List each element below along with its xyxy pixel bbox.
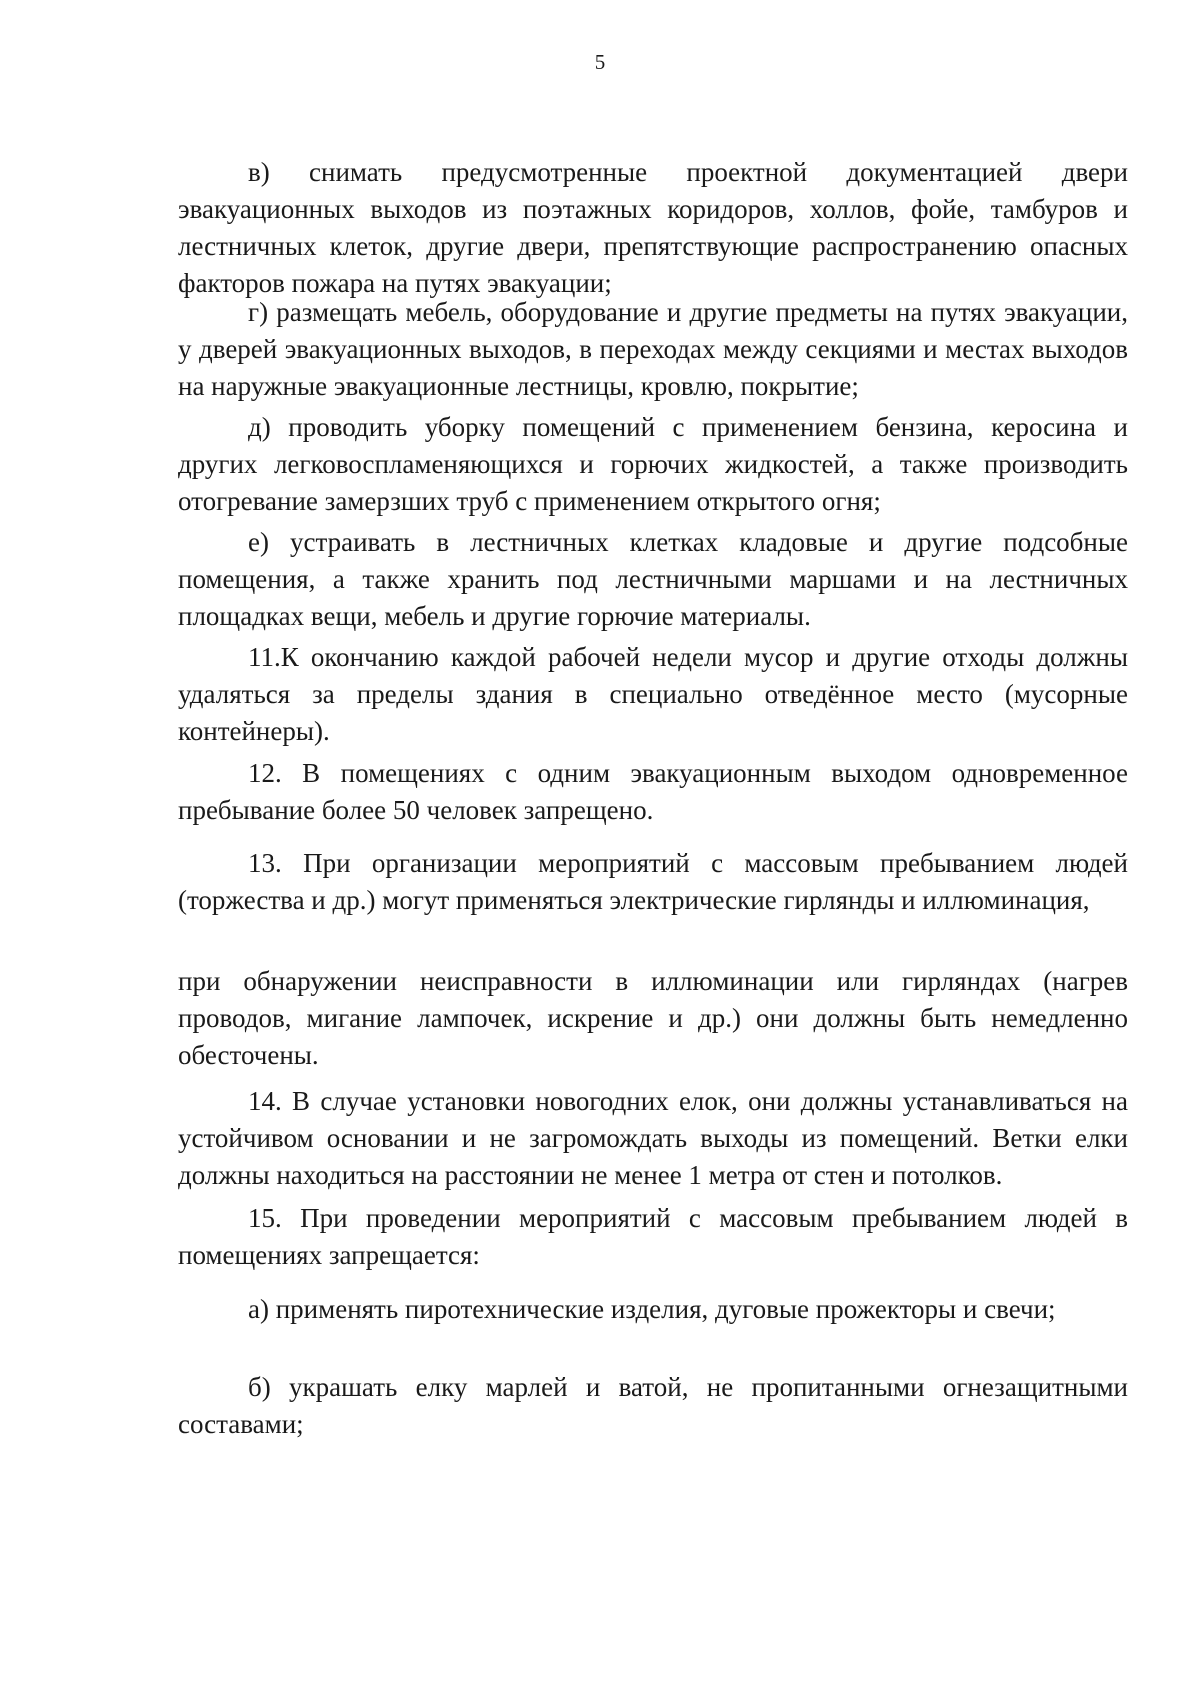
paragraph-b-decorations: б) украшать елку марлей и ватой, не пропитанными огнезащитными составами; bbox=[178, 1372, 1128, 1439]
paragraph-11-waste: 11.К окончанию каждой рабочей недели мусор и другие отходы должны удаляться за пределы здания в специально отведённое место (мусорные контейнеры). bbox=[178, 642, 1128, 746]
paragraph-a-pyrotechnics: а) применять пиротехнические изделия, дуговые прожекторы и свечи; bbox=[248, 1294, 1056, 1324]
paragraph-e-storage: е) устраивать в лестничных клетках кладовые и другие подсобные помещения, а также хранить под лестничными маршами и на лестничных площадках вещи, мебель и другие горючие материалы. bbox=[178, 527, 1128, 631]
paragraph-13-continuation: при обнаружении неисправности в иллюминации или гирляндах (нагрев проводов, мигание лампочек, искрение и др.) они должны быть немедленно обесточены. bbox=[178, 966, 1128, 1070]
paragraph-14-trees: 14. В случае установки новогодних елок, они должны устанавливаться на устойчивом основании и не загромождать выходы из помещений. Ветки елки должны находиться на расстоянии не менее 1 метра от стен и потолков. bbox=[178, 1086, 1128, 1190]
paragraph-d-cleaning: д) проводить уборку помещений с применением бензина, керосина и других легковоспламеняющихся и горючих жидкостей, а также производить отогревание замерзших труб с применением открытого огня; bbox=[178, 412, 1128, 516]
paragraph-12-occupancy: 12. В помещениях с одним эвакуационным выходом одновременное пребывание более 50 человек запрещено. bbox=[178, 758, 1128, 825]
paragraph-15-prohibited: 15. При проведении мероприятий с массовым пребыванием людей в помещениях запрещается: bbox=[178, 1203, 1128, 1270]
paragraph-13-garlands: 13. При организации мероприятий с массовым пребыванием людей (торжества и др.) могут применяться электрические гирлянды и иллюминация, bbox=[178, 848, 1128, 915]
page-number: 5 bbox=[594, 50, 606, 74]
paragraph-g-furniture: г) размещать мебель, оборудование и другие предметы на путях эвакуации, у дверей эвакуационных выходов, в переходах между секциями и местах выходов на наружные эвакуационные лестницы, кровлю, покрытие; bbox=[178, 297, 1128, 401]
paragraph-v-doors: в) снимать предусмотренные проектной документацией двери эвакуационных выходов из поэтажных коридоров, холлов, фойе, тамбуров и лестничных клеток, другие двери, препятствующие распространению опасных факторов пожара на путях эвакуации; bbox=[178, 157, 1128, 298]
